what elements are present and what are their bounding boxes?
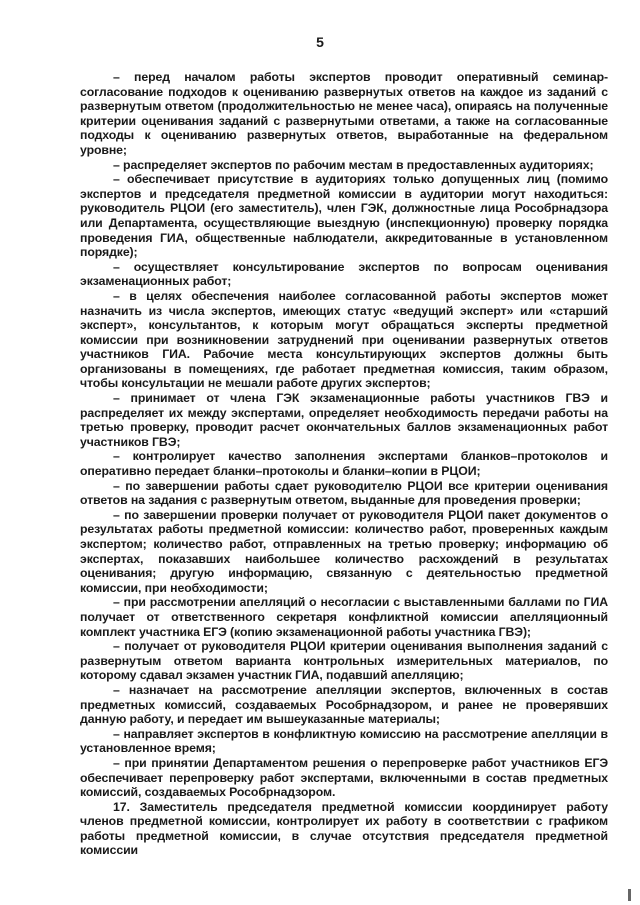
- document-body: [80, 70, 608, 858]
- paragraph-distribute-experts: – распределяет экспертов по рабочим местам в предоставленных аудиториях;: [113, 157, 594, 172]
- paragraph-return-criteria: – по завершении работы сдает руководителю РЦОИ все критерии оценивания ответов на задания с развернутым ответом, выданные для проведения проверки;: [80, 478, 608, 508]
- paragraph-seminar: – перед началом работы экспертов проводит оперативный семинар-согласование подходов к оцениванию развернутых ответов на каждое из заданий с развернутым ответом (продолжительностью не менее часа), опираясь на полученные критерии оценивания заданий с развернутыми ответами, а также на согласованные подходы к оцениванию развернутых ответов, выработанные на федеральном уровне;: [80, 70, 608, 157]
- page-number: 5: [316, 34, 324, 50]
- paragraph-consultants: – в целях обеспечения наиболее согласованной работы экспертов может назначить из числа экспертов, имеющих статус «ведущий эксперт» или «старший эксперт», консультантов, к которым могут обращаться эксперты предметной комиссии при возникновении затруднений при оценивании развернутых ответов участников ГИА. Рабочие места консультирующих экспертов должны быть организованы в помещениях, где работает предметная комиссия, таким образом, чтобы консультации не мешали работе других экспертов;: [80, 288, 608, 391]
- paragraph-control-forms: – контролирует качество заполнения экспертами бланков–протоколов и оперативно передает бланки–протоколы и бланки–копии в РЦОИ;: [80, 449, 608, 479]
- paragraph-appeal-kit: – при рассмотрении апелляций о несогласии с выставленными баллами по ГИА получает от ответственного секретаря конфликтной комиссии апелляционный комплект участника ЕГЭ (копию экзаменационной работы участника ГВЭ);: [80, 595, 608, 639]
- paragraph-audience-presence: – обеспечивает присутствие в аудиториях только допущенных лиц (помимо экспертов и председателя предметной комиссии в аудитории могут находиться: руководитель РЦОИ (его заместитель), член ГЭК, должностные лица Рособрнадзора или Департамента, осуществляющие выездную (инспекционную) проверку порядка проведения ГИА, общественные наблюдатели, аккредитованные в установленном порядке);: [80, 172, 608, 260]
- paragraph-consulting: – осуществляет консультирование экспертов по вопросам оценивания экзаменационных работ;: [80, 259, 608, 289]
- paragraph-deputy-chair: 17. Заместитель председателя предметной комиссии координирует работу членов предметной комиссии, контролирует их работу в соответствии с графиком работы предметной комиссии, в случае отсутствия председателя предметной комиссии: [80, 799, 608, 858]
- paragraph-appeal-criteria: – получает от руководителя РЦОИ критерии оценивания выполнения заданий с развернутым ответом варианта контрольных измерительных материалов, по которому сдавал экзамен участник ГИА, подавший апелляцию;: [80, 639, 608, 683]
- paragraph-appeal-experts: – назначает на рассмотрение апелляции экспертов, включенных в состав предметных комиссий, создаваемых Рособрнадзором, и ранее не проверявших данную работу, и передает им вышеуказанные материалы;: [80, 682, 608, 727]
- paragraph-gve-works: – принимает от члена ГЭК экзаменационные работы участников ГВЭ и распределяет их между экспертами, определяет необходимость передачи работы на третью проверку, проводит расчет окончательных баллов экзаменационных работ участников ГВЭ;: [80, 391, 608, 449]
- paragraph-results-package: – по завершении проверки получает от руководителя РЦОИ пакет документов о результатах работы предметной комиссии: количество работ, проверенных каждым экспертом; количество работ, отправленных на третью проверку; информацию об экспертах, показавших наибольшее количество расхождений в результатах оценивания; другую информацию, связанную с деятельностью предметной комиссии, при необходимости;: [80, 507, 608, 595]
- scan-edge-mark: [628, 889, 631, 901]
- paragraph-send-experts: – направляет экспертов в конфликтную комиссию на рассмотрение апелляции в установленное время;: [80, 726, 608, 756]
- paragraph-recheck: – при принятии Департаментом решения о перепроверке работ участников ЕГЭ обеспечивает перепроверку работ экспертами, включенными в состав предметных комиссий, создаваемых Рособрнадзором.: [80, 755, 608, 800]
